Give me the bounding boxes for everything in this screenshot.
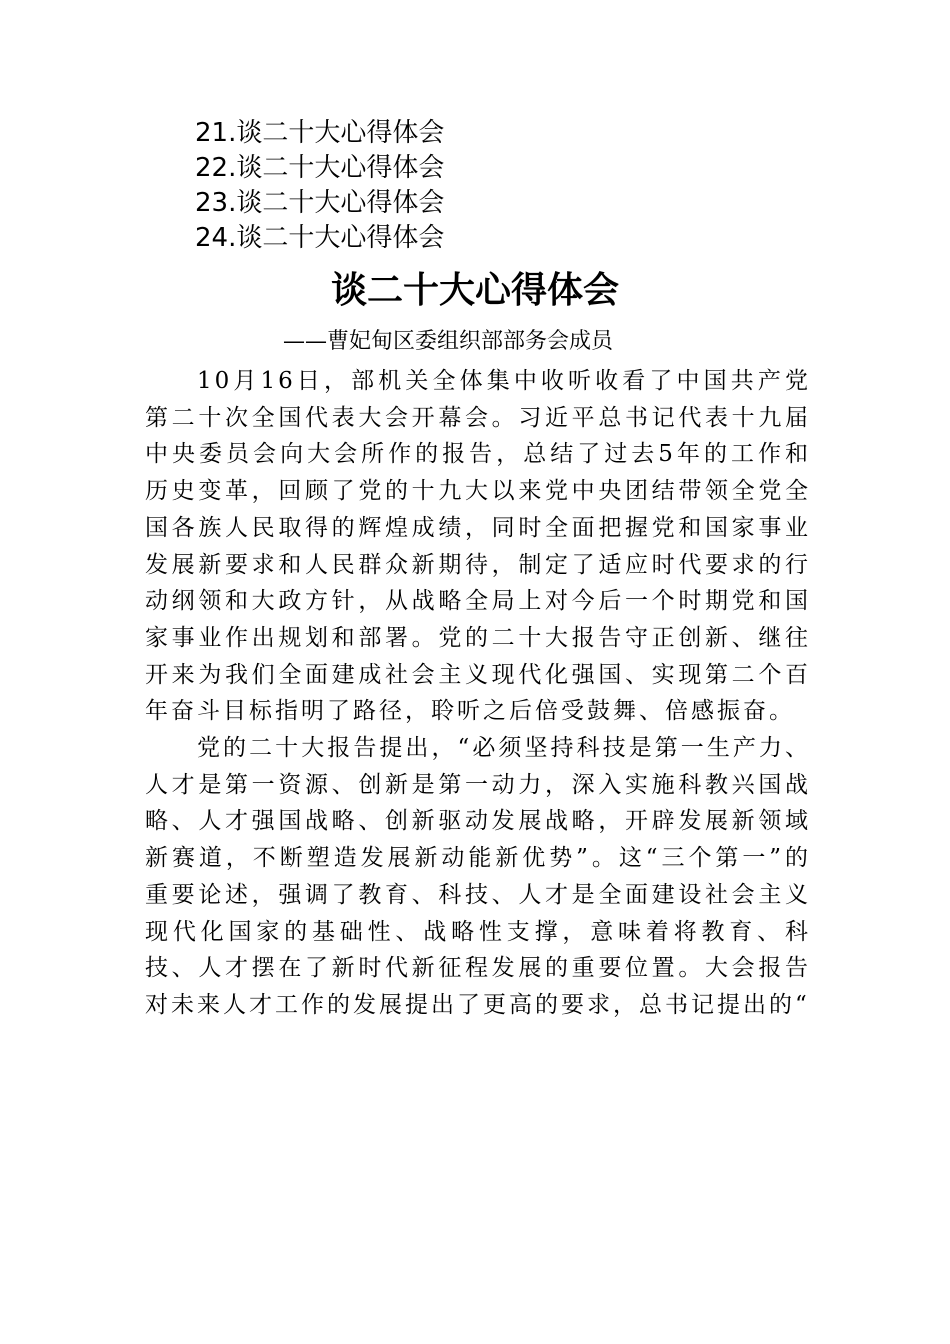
article-subtitle: ——曹妃甸区委组织部部务会成员: [283, 329, 614, 354]
table-of-contents: [195, 116, 444, 256]
paragraph-1: 10月16日，部机关全体集中收听收看了中国共产党第二十次全国代表大会开幕会。习近平总书记代表十九届中央委员会向大会所作的报告，总结了过去5年的工作和历史变革，回顾了党的十九大以来党中央团结带领全党全国各族人民取得的辉煌成绩，同时全面把握党和国家事业发展新要求和人民群众新期待，制定了适应时代要求的行动纲领和大政方针，从战略全局上对今后一个时期党和国家事业作出规划和部署。党的二十大报告守正创新、继往开来为我们全面建成社会主义现代化强国、实现第二个百年奋斗目标指明了路径，聆听之后倍受鼓舞、倍感振奋。: [145, 368, 811, 725]
toc-item-21: 21.谈二十大心得体会: [195, 118, 445, 148]
toc-item-23: 23.谈二十大心得体会: [195, 188, 445, 218]
paragraph-2: 党的二十大报告提出，“必须坚持科技是第一生产力、人才是第一资源、创新是第一动力，深入实施科教兴国战略、人才强国战略、创新驱动发展战略，开辟发展新领域新赛道，不断塑造发展新动能新优势”。这“三个第一”的重要论述，强调了教育、科技、人才是全面建设社会主义现代化国家的基础性、战略性支撑，意味着将教育、科技、人才摆在了新时代新征程发展的重要位置。大会报告对未来人才工作的发展提出了更高的要求，总书记提出的“: [145, 735, 811, 1018]
toc-item-24: 24.谈二十大心得体会: [195, 223, 445, 253]
article-body: [145, 363, 811, 1024]
toc-item-22: 22.谈二十大心得体会: [195, 153, 445, 183]
article-title: 谈二十大心得体会: [330, 269, 619, 311]
